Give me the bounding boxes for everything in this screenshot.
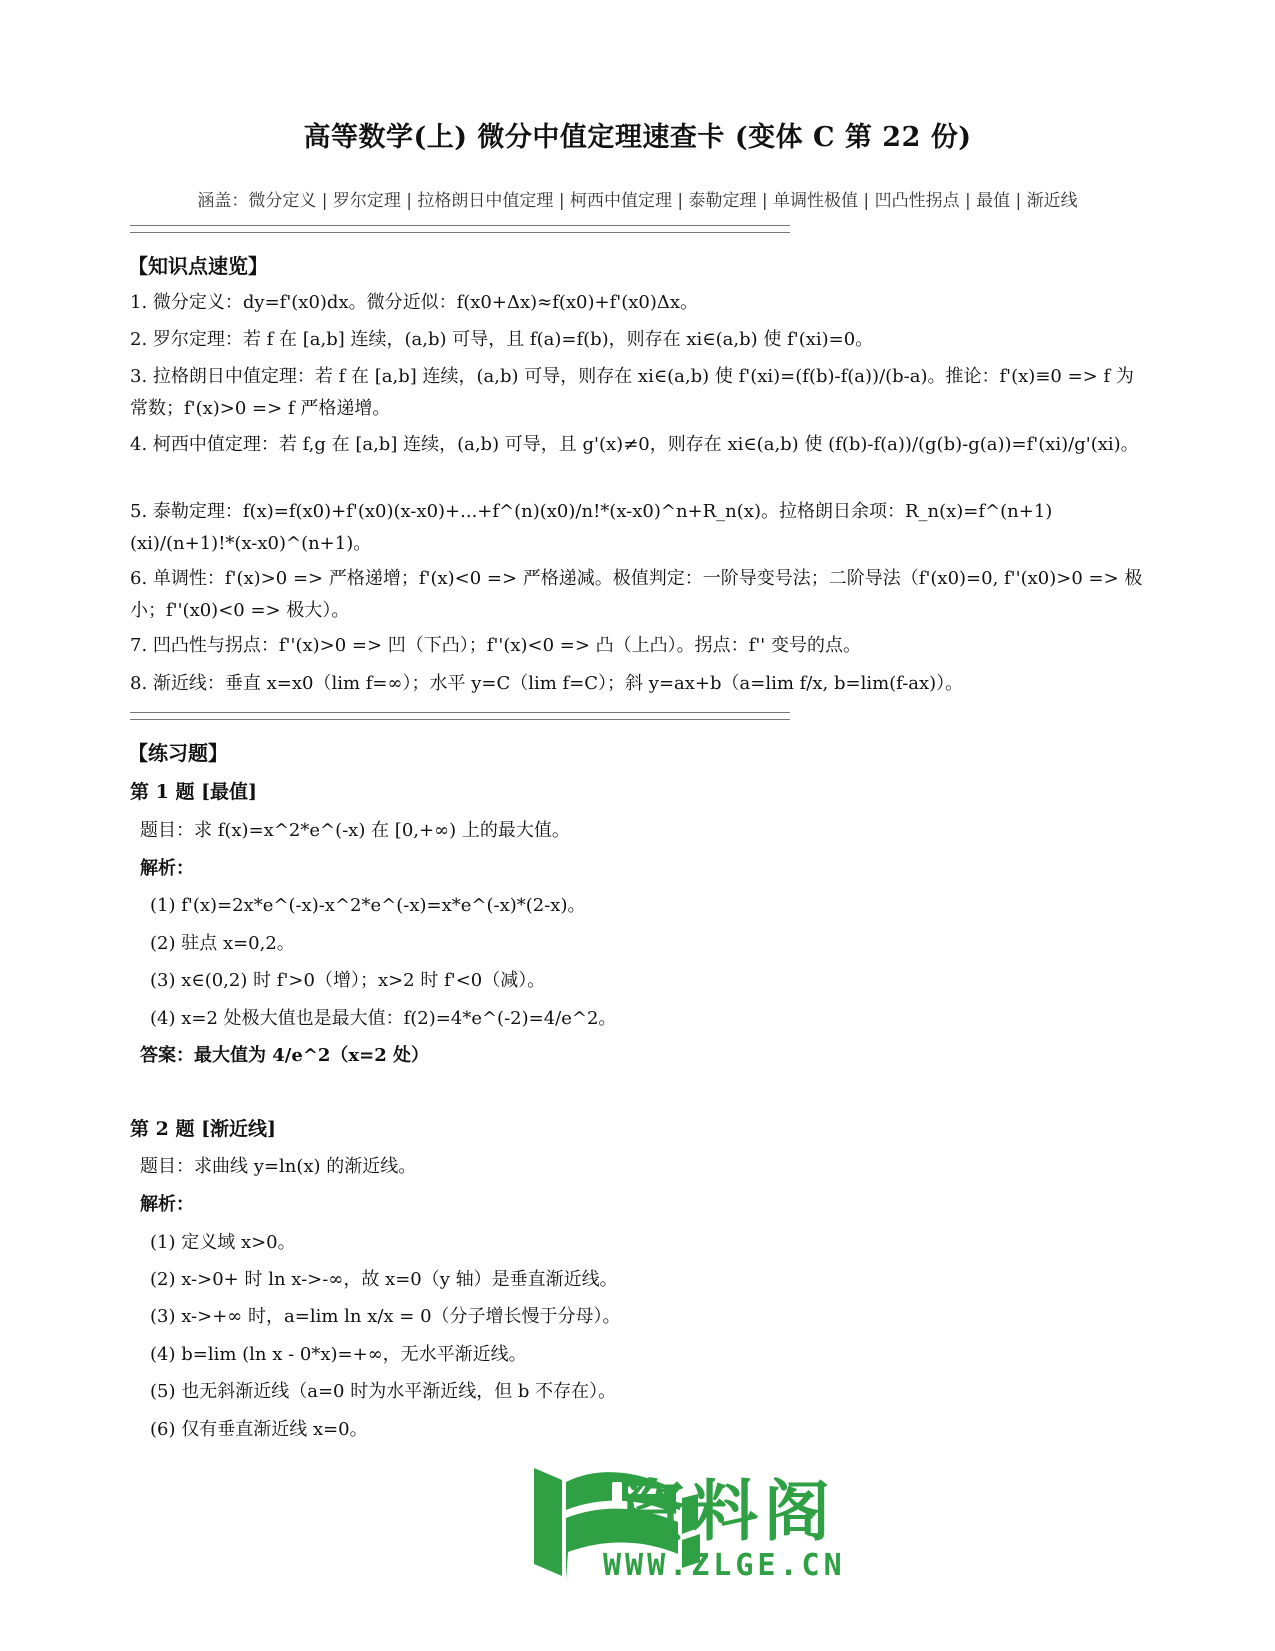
practice-heading: 【练习题】 <box>128 741 228 765</box>
question-1-heading: 第 1 题 [最值] <box>130 781 258 803</box>
solution-step: (3) x->+∞ 时，a=lim ln x/x = 0（分子增长慢于分母）。 <box>150 1306 621 1327</box>
solution-step: (4) x=2 处极大值也是最大值：f(2)=4*e^(-2)=4/e^2。 <box>150 1008 617 1029</box>
solution-step: (6) 仅有垂直渐近线 x=0。 <box>150 1419 368 1440</box>
page-subtitle: 涵盖：微分定义 | 罗尔定理 | 拉格朗日中值定理 | 柯西中值定理 | 泰勒定理 | 单调性极值 | 凹凸性拐点 | 最值 | 渐近线 <box>197 191 1078 211</box>
watermark-name: 资料阁 <box>620 1473 836 1550</box>
question-2-text: 题目：求曲线 y=ln(x) 的渐近线。 <box>140 1156 417 1177</box>
solution-step: (3) x∈(0,2) 时 f'>0（增）；x>2 时 f'<0（减）。 <box>150 970 546 991</box>
knowledge-item: 2. 罗尔定理：若 f 在 [a,b] 连续，(a,b) 可导，且 f(a)=f(b)，则存在 xi∈(a,b) 使 f'(xi)=0。 <box>130 329 874 350</box>
knowledge-item: 5. 泰勒定理：f(x)=f(x0)+f'(x0)(x-x0)+...+f^(n)(x0)/n!*(x-x0)^n+R_n(x)。拉格朗日余项：R_n(x)=f^(n+1)(xi)/(n+1)!*(x-x0)^(n+1)。 <box>130 501 1053 554</box>
knowledge-heading: 【知识点速览】 <box>128 254 268 278</box>
solution-step: (2) 驻点 x=0,2。 <box>150 933 295 954</box>
divider <box>130 712 790 720</box>
watermark-url: WWW.ZLGE.CN <box>603 1548 846 1583</box>
question-1-answer: 答案：最大值为 4/e^2（x=2 处） <box>140 1045 430 1066</box>
solution-step: (4) b=lim (ln x - 0*x)=+∞，无水平渐近线。 <box>150 1344 527 1365</box>
question-2-analysis-label: 解析： <box>140 1194 194 1215</box>
question-1-analysis-label: 解析： <box>140 858 194 879</box>
knowledge-item: 6. 单调性：f'(x)>0 => 严格递增；f'(x)<0 => 严格递减。极值判定：一阶导变号法；二阶导法（f'(x0)=0, f''(x0)>0 => 极小；f''(x0)<0 => 极大）。 <box>130 568 1143 621</box>
question-1-text: 题目：求 f(x)=x^2*e^(-x) 在 [0,+∞) 上的最大值。 <box>140 820 570 841</box>
solution-step: (2) x->0+ 时 ln x->-∞，故 x=0（y 轴）是垂直渐近线。 <box>150 1269 618 1290</box>
solution-step: (1) f'(x)=2x*e^(-x)-x^2*e^(-x)=x*e^(-x)*(2-x)。 <box>150 895 586 916</box>
knowledge-item: 8. 渐近线：垂直 x=x0（lim f=∞）；水平 y=C（lim f=C）；斜 y=ax+b（a=lim f/x, b=lim(f-ax)）。 <box>130 673 964 694</box>
page-title: 高等数学(上) 微分中值定理速查卡 (变体 C 第 22 份) <box>303 122 972 153</box>
knowledge-item: 4. 柯西中值定理：若 f,g 在 [a,b] 连续，(a,b) 可导，且 g'(x)≠0，则存在 xi∈(a,b) 使 (f(b)-f(a))/(g(b)-g(a))=f'(xi)/g'(xi)。 <box>130 434 1139 455</box>
solution-step: (5) 也无斜渐近线（a=0 时为水平渐近线，但 b 不存在）。 <box>150 1381 617 1402</box>
knowledge-item: 7. 凹凸性与拐点：f''(x)>0 => 凹（下凸）；f''(x)<0 => 凸（上凸）。拐点：f'' 变号的点。 <box>130 635 861 656</box>
knowledge-item: 3. 拉格朗日中值定理：若 f 在 [a,b] 连续，(a,b) 可导，则存在 xi∈(a,b) 使 f'(xi)=(f(b)-f(a))/(b-a)。推论：f'(x)≡0 => f 为常数；f'(x)>0 => f 严格递增。 <box>130 366 1134 419</box>
knowledge-item: 1. 微分定义：dy=f'(x0)dx。微分近似：f(x0+Δx)≈f(x0)+f'(x0)Δx。 <box>130 292 699 313</box>
solution-step: (1) 定义域 x>0。 <box>150 1232 296 1253</box>
question-2-heading: 第 2 题 [渐近线] <box>130 1118 277 1140</box>
divider <box>130 225 790 233</box>
